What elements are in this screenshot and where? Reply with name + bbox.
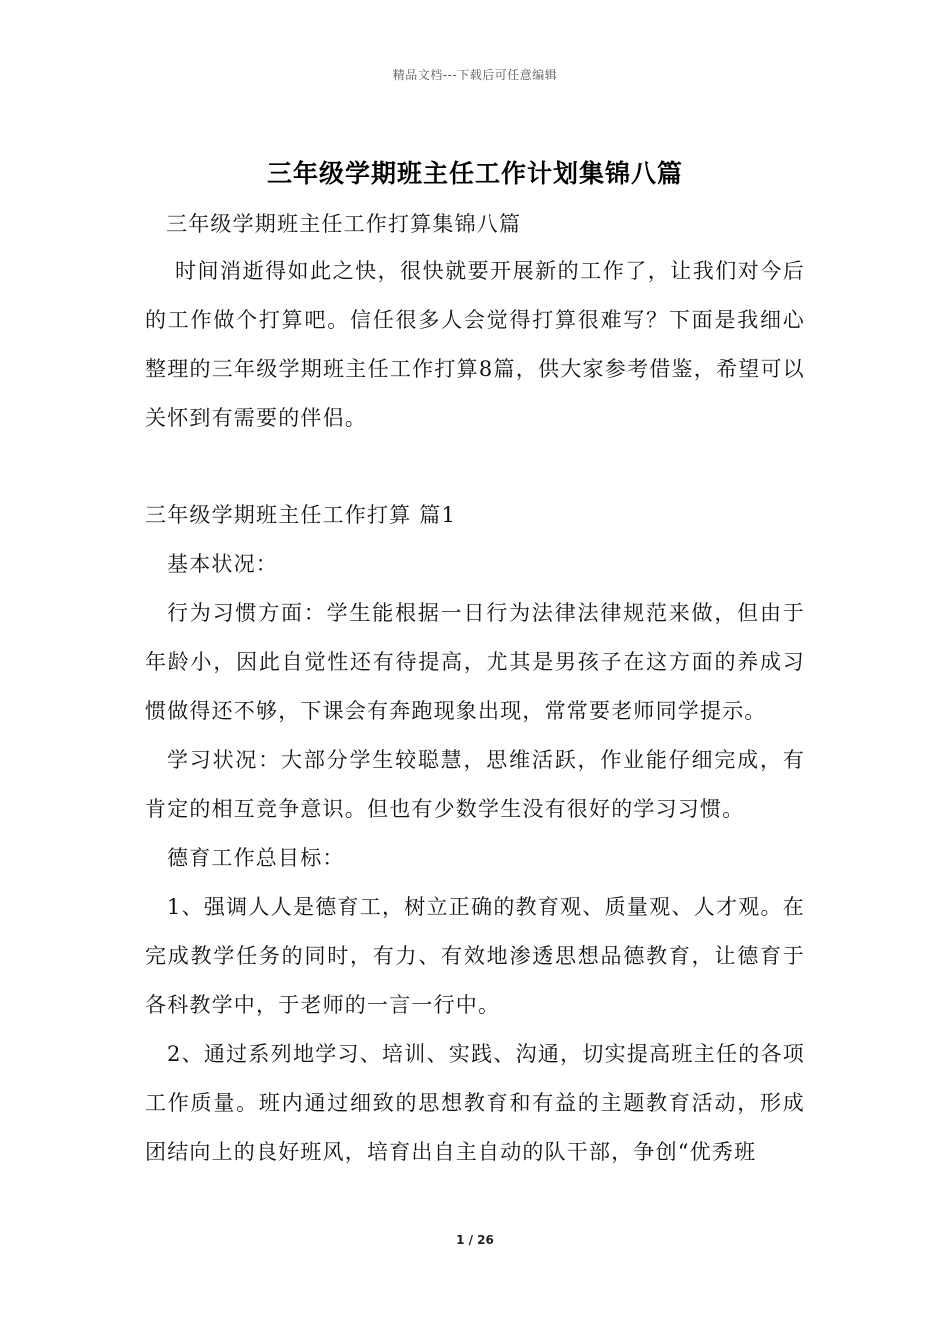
basic-status-label: 基本状况： (167, 552, 278, 576)
page-number: 1 / 26 (456, 1233, 494, 1247)
behavior-paragraph: 行为习惯方面：学生能根据一日行为法律法律规范来做，但由于年龄小，因此自觉性还有待提高，尤其是男孩子在这方面的养成习惯做得还不够，下课会有奔跑现象出现，常常要老师同学提示。 (145, 601, 805, 723)
document-subtitle: 三年级学期班主任工作打算集锦八篇 (166, 212, 522, 236)
study-paragraph: 学习状况：大部分学生较聪慧，思维活跃，作业能仔细完成，有肯定的相互竞争意识。但也有少数学生没有很好的学习习惯。 (145, 748, 805, 821)
document-body (145, 202, 805, 1177)
section-heading: 三年级学期班主任工作打算 篇1 (145, 503, 457, 527)
moral-goal-label: 德育工作总目标： (167, 846, 345, 870)
intro-paragraph: 时间消逝得如此之快，很快就要开展新的工作了，让我们对今后的工作做个打算吧。信任很多人会觉得打算很难写？下面是我细心整理的三年级学期班主任工作打算8篇，供大家参考借鉴，希望可以关怀到有需要的伴侣。 (145, 259, 805, 430)
document-title: 三年级学期班主任工作计划集锦八篇 (266, 159, 683, 188)
page-header: 精品文档---下载后可任意编辑 (392, 68, 558, 82)
list-item: 1、强调人人是德育工，树立正确的教育观、质量观、人才观。在完成教学任务的同时，有力、有效地渗透思想品德教育，让德育于各科教学中，于老师的一言一行中。 (145, 895, 805, 1017)
list-item: 2、通过系列地学习、培训、实践、沟通，切实提高班主任的各项工作质量。班内通过细致的思想教育和有益的主题教育活动，形成团结向上的良好班风，培育出自主自动的队干部，争创“优秀班 (145, 1042, 805, 1164)
